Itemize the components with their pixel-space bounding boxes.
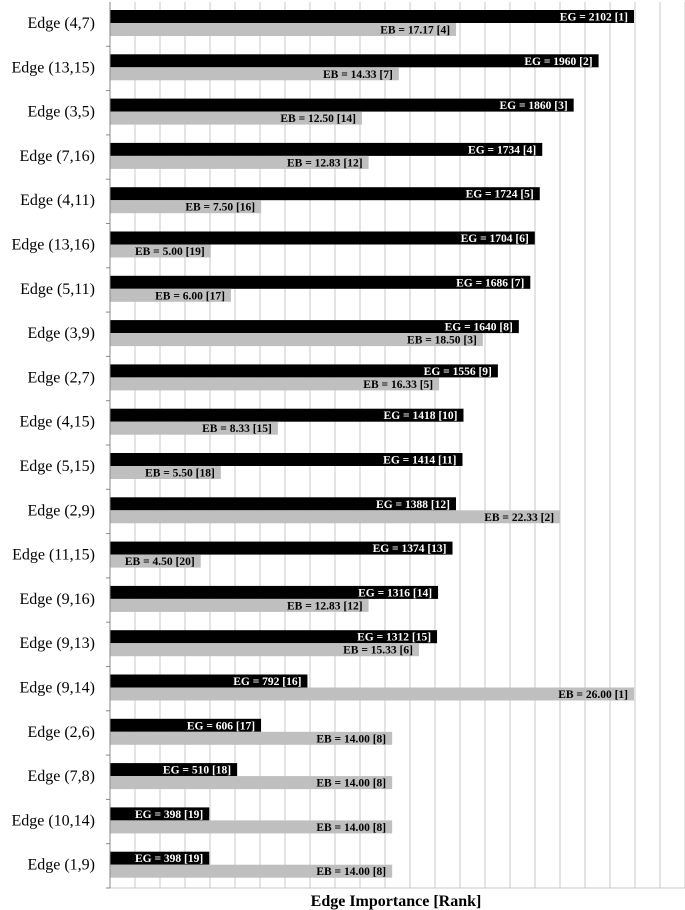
eb-data-label: EB = 16.33 [5] <box>363 378 434 391</box>
eg-data-label: EG = 1388 [12] <box>376 498 451 511</box>
eg-data-label: EG = 1312 [15] <box>357 631 432 644</box>
edge-row <box>110 276 530 303</box>
eg-data-label: EG = 792 [16] <box>233 676 302 688</box>
category-label: Edge (4,7) <box>27 15 95 32</box>
category-label: Edge (5,15) <box>19 458 95 475</box>
category-label: Edge (7,8) <box>27 768 95 786</box>
eb-data-label: EB = 12.50 [14] <box>280 113 356 126</box>
eg-data-label: EG = 1724 [5] <box>465 188 534 201</box>
edge-row <box>110 187 540 214</box>
category-label: Edge (9,13) <box>19 635 95 653</box>
eg-data-label: EG = 1704 [6] <box>460 233 529 245</box>
eb-data-label: EB = 6.00 [17] <box>155 290 225 303</box>
category-label: Edge (4,11) <box>20 192 95 210</box>
edge-row <box>110 364 498 391</box>
eg-data-label: EG = 1374 [13] <box>372 543 447 556</box>
edge-row <box>110 763 392 790</box>
bars <box>110 10 634 878</box>
edge-row <box>110 719 392 746</box>
eg-data-label: EG = 1860 [3] <box>499 100 568 113</box>
eb-data-label: EB = 14.00 [8] <box>316 777 387 790</box>
edge-row <box>110 320 519 347</box>
category-label: Edge (9,14) <box>19 679 95 697</box>
category-label: Edge (2,6) <box>27 723 95 741</box>
x-axis-title: Edge Importance [Rank] <box>310 893 482 910</box>
edge-row <box>110 630 437 657</box>
eg-data-label: EG = 1686 [7] <box>456 277 525 290</box>
eb-data-label: EB = 15.33 [6] <box>343 644 413 657</box>
eg-data-label: EG = 1640 [8] <box>444 321 513 334</box>
eb-data-label: EB = 26.00 [1] <box>558 689 628 701</box>
eg-data-label: EG = 1556 [9] <box>423 365 492 378</box>
category-label: Edge (7,16) <box>19 147 95 165</box>
eb-data-label: EB = 14.00 [8] <box>316 821 387 834</box>
edge-row <box>110 497 560 524</box>
eb-data-label: EB = 8.33 [15] <box>202 423 272 436</box>
edge-row <box>110 852 392 879</box>
eb-data-label: EB = 12.83 [12] <box>287 157 363 170</box>
edge-row <box>110 542 453 569</box>
gridlines <box>110 2 685 888</box>
edge-row <box>110 99 574 126</box>
eb-data-label: EB = 17.17 [4] <box>380 24 451 37</box>
eg-data-label: EG = 2102 [1] <box>559 11 628 24</box>
category-label: Edge (3,5) <box>27 103 95 121</box>
category-label: Edge (3,9) <box>27 325 95 343</box>
edge-row <box>110 54 599 81</box>
eb-data-label: EB = 5.50 [18] <box>145 467 215 480</box>
eg-data-label: EG = 1316 [14] <box>358 587 433 600</box>
edge-row <box>110 807 392 834</box>
edge-row <box>110 586 438 613</box>
eg-data-label: EG = 398 [19] <box>135 808 204 821</box>
eb-data-label: EB = 12.83 [12] <box>287 600 363 613</box>
category-label: Edge (13,15) <box>11 59 95 77</box>
category-label: Edge (2,7) <box>27 369 95 387</box>
eb-data-label: EB = 5.00 [19] <box>134 246 205 258</box>
eb-data-label: EB = 14.00 [8] <box>316 866 387 879</box>
category-label: Edge (1,9) <box>27 856 95 874</box>
eb-bar <box>110 688 634 701</box>
eg-data-label: EG = 1960 [2] <box>524 55 593 68</box>
category-label: Edge (11,15) <box>12 546 95 564</box>
eb-data-label: EB = 7.50 [16] <box>185 201 256 214</box>
category-label: Edge (5,11) <box>20 280 95 298</box>
edge-row <box>110 232 535 259</box>
eb-data-label: EB = 14.33 [7] <box>322 68 393 81</box>
eb-data-label: EB = 18.50 [3] <box>407 334 477 347</box>
eg-data-label: EG = 1418 [10] <box>383 410 458 423</box>
edge-row <box>110 675 634 702</box>
eg-data-label: EG = 1734 [4] <box>468 144 537 157</box>
eg-data-label: EG = 510 [18] <box>162 764 232 777</box>
eg-data-label: EG = 398 [19] <box>135 853 204 866</box>
category-label: Edge (9,16) <box>19 590 95 608</box>
category-label: Edge (10,14) <box>11 812 95 830</box>
eg-bar <box>110 10 634 23</box>
category-labels <box>11 15 110 888</box>
eb-data-label: EB = 4.50 [20] <box>124 556 195 569</box>
eg-data-label: EG = 1414 [11] <box>383 454 457 467</box>
eb-data-label: EB = 22.33 [2] <box>484 511 555 524</box>
edge-row <box>110 10 634 37</box>
edge-row <box>110 143 542 170</box>
category-label: Edge (2,9) <box>27 502 95 520</box>
eg-data-label: EG = 606 [17] <box>186 720 256 733</box>
category-label: Edge (4,15) <box>19 413 95 431</box>
category-label: Edge (13,16) <box>11 236 95 254</box>
eb-data-label: EB = 14.00 [8] <box>316 733 387 746</box>
